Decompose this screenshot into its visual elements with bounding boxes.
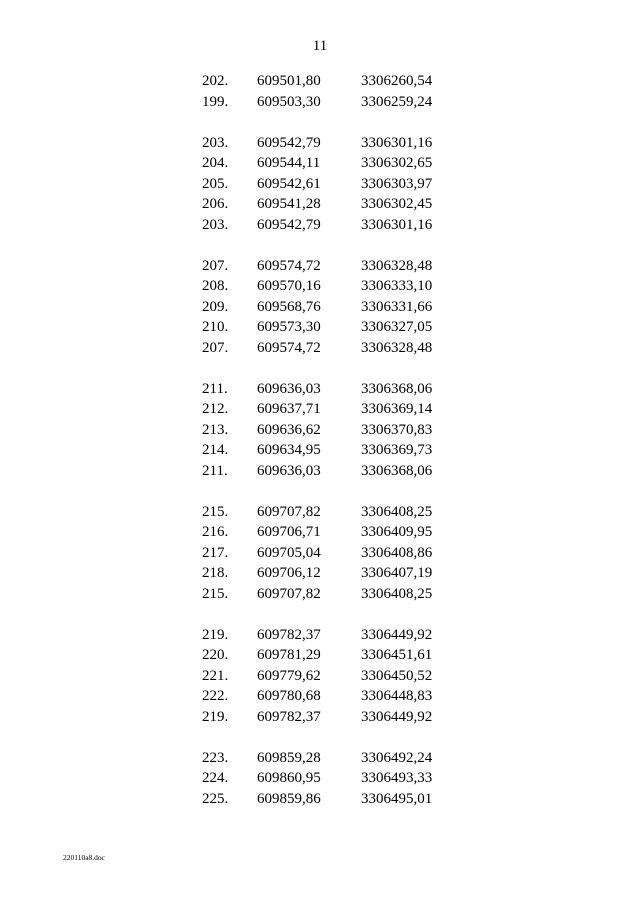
y-coordinate: 3306331,66: [361, 298, 433, 315]
point-number: 202.: [202, 73, 229, 89]
point-number: 218.: [202, 565, 229, 581]
y-coordinate: 3306370,83: [361, 421, 433, 438]
x-coordinate: 609573,30: [257, 319, 321, 335]
x-coordinate: 609570,16: [257, 278, 321, 294]
point-number: 216.: [202, 524, 229, 540]
x-coordinate: 609706,12: [257, 565, 321, 581]
y-coordinate: 3306259,24: [361, 93, 433, 110]
point-number: 205.: [202, 175, 229, 192]
x-coordinate: 609544,11: [257, 155, 321, 171]
y-coordinate: 3306449,92: [361, 626, 433, 643]
y-coordinate: 3306408,25: [361, 503, 433, 520]
point-number: 220.: [202, 647, 229, 663]
y-coordinate: 3306328,48: [361, 257, 433, 274]
x-coordinate: 609782,37: [257, 708, 321, 725]
y-coordinate: 3306301,16: [361, 134, 433, 151]
point-number: 207.: [202, 257, 229, 274]
footer-filename: 220110a8.doc: [63, 853, 106, 862]
y-coordinate: 3306451,61: [361, 647, 433, 663]
y-coordinate: 3306493,33: [361, 770, 433, 786]
x-coordinate: 609636,62: [257, 421, 321, 438]
point-number: 214.: [202, 442, 229, 458]
x-coordinate: 609542,79: [257, 134, 321, 151]
y-coordinate: 3306449,92: [361, 708, 433, 725]
point-number: 217.: [202, 544, 229, 561]
y-coordinate: 3306328,48: [361, 339, 433, 356]
point-number: 204.: [202, 155, 229, 171]
point-number: 209.: [202, 298, 229, 315]
x-coordinate: 609503,30: [257, 93, 321, 110]
y-coordinate: 3306369,73: [361, 442, 433, 458]
page-number: 11: [312, 38, 328, 54]
y-coordinate: 3306301,16: [361, 216, 433, 233]
x-coordinate: 609568,76: [257, 298, 321, 315]
x-coordinate: 609574,72: [257, 257, 321, 274]
x-coordinate: 609707,82: [257, 503, 321, 520]
point-number: 203.: [202, 134, 229, 151]
point-number: 219.: [202, 708, 229, 725]
y-coordinate: 3306408,25: [361, 585, 433, 602]
y-coordinate: 3306407,19: [361, 565, 433, 581]
point-number: 224.: [202, 770, 229, 786]
y-coordinate: 3306368,06: [361, 462, 433, 479]
y-coordinate: 3306260,54: [361, 73, 433, 89]
point-number: 219.: [202, 626, 229, 643]
x-coordinate: 609780,68: [257, 688, 321, 704]
x-coordinate: 609781,29: [257, 647, 321, 663]
y-coordinate: 3306302,65: [361, 155, 433, 171]
point-number: 199.: [202, 93, 229, 110]
x-coordinate: 609706,71: [257, 524, 321, 540]
point-number: 211.: [202, 380, 228, 397]
y-coordinate: 3306368,06: [361, 380, 433, 397]
x-coordinate: 609542,61: [257, 175, 321, 192]
y-coordinate: 3306302,45: [361, 196, 433, 212]
x-coordinate: 609634,95: [257, 442, 321, 458]
x-coordinate: 609636,03: [257, 462, 321, 479]
y-coordinate: 3306450,52: [361, 667, 433, 684]
point-number: 225.: [202, 790, 229, 807]
point-number: 223.: [202, 749, 229, 766]
y-coordinate: 3306369,14: [361, 401, 433, 417]
point-number: 211.: [202, 462, 228, 479]
x-coordinate: 609859,86: [257, 790, 321, 807]
x-coordinate: 609782,37: [257, 626, 321, 643]
x-coordinate: 609542,79: [257, 216, 321, 233]
x-coordinate: 609637,71: [257, 401, 321, 417]
point-number: 212.: [202, 401, 229, 417]
y-coordinate: 3306448,83: [361, 688, 433, 704]
x-coordinate: 609860,95: [257, 770, 321, 786]
y-coordinate: 3306409,95: [361, 524, 433, 540]
y-coordinate: 3306327,05: [361, 319, 433, 335]
point-number: 207.: [202, 339, 229, 356]
x-coordinate: 609636,03: [257, 380, 321, 397]
y-coordinate: 3306492,24: [361, 749, 433, 766]
point-number: 210.: [202, 319, 229, 335]
point-number: 215.: [202, 585, 229, 602]
x-coordinate: 609707,82: [257, 585, 321, 602]
point-number: 206.: [202, 196, 229, 212]
point-number: 222.: [202, 688, 229, 704]
x-coordinate: 609574,72: [257, 339, 321, 356]
point-number: 203.: [202, 216, 229, 233]
y-coordinate: 3306408,86: [361, 544, 433, 561]
point-number: 221.: [202, 667, 229, 684]
y-coordinate: 3306303,97: [361, 175, 433, 192]
x-coordinate: 609501,80: [257, 73, 321, 89]
point-number: 215.: [202, 503, 229, 520]
x-coordinate: 609705,04: [257, 544, 321, 561]
y-coordinate: 3306495,01: [361, 790, 433, 807]
y-coordinate: 3306333,10: [361, 278, 433, 294]
x-coordinate: 609859,28: [257, 749, 321, 766]
point-number: 208.: [202, 278, 229, 294]
x-coordinate: 609541,28: [257, 196, 321, 212]
x-coordinate: 609779,62: [257, 667, 321, 684]
point-number: 213.: [202, 421, 229, 438]
